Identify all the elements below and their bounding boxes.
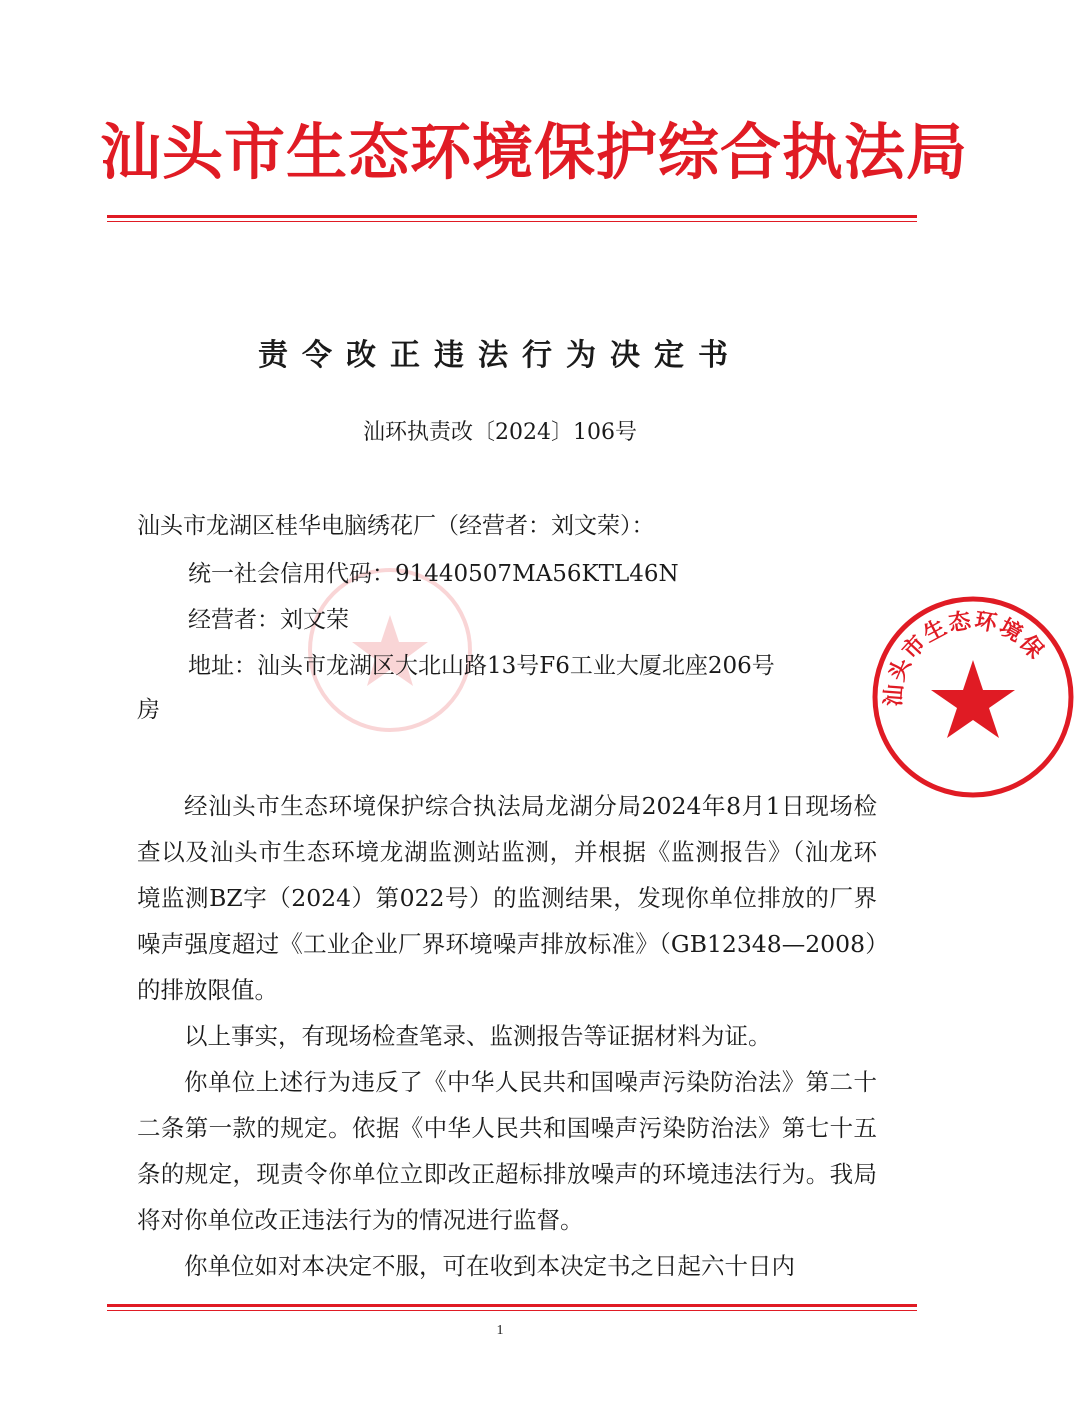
document-number: 汕环执责改〔2024〕106号 <box>363 420 637 445</box>
page-number: 1 <box>496 1323 504 1338</box>
paragraph-findings: 经汕头市生态环境保护综合执法局龙湖分局2024年8月1日现场检查以及汕头市生态环境龙湖监测站监测，并根据《监测报告》（汕龙环境监测BZ字（2024）第022号）的监测结果，发现你单位排放的厂界噪声强度超过《工业企业厂界环境噪声排放标准》（GB12348—2008）的排放限值。 <box>137 792 877 1004</box>
paragraph-evidence: 以上事实，有现场检查笔录、监测报告等证据材料为证。 <box>184 1022 772 1050</box>
footer-rule-thick <box>107 1304 917 1307</box>
recipient-name: 汕头市龙湖区桂华电脑绣花厂（经营者：刘文荣）： <box>137 513 655 539</box>
operator: 经营者：刘文荣 <box>188 607 349 633</box>
address-line-2: 房 <box>137 697 160 723</box>
paragraph-order: 你单位上述行为违反了《中华人民共和国噪声污染防治法》第二十二条第一款的规定。依据《中华人民共和国噪声污染防治法》第七十五条的规定，现责令你单位立即改正超标排放噪声的环境违法行为。我局将对你单位改正违法行为的情况进行监督。 <box>137 1068 877 1234</box>
official-seal <box>868 592 1078 802</box>
credit-code: 统一社会信用代码：91440507MA56KTL46N <box>188 561 679 587</box>
decision-body <box>137 783 877 1289</box>
seal-text: 汕头市生态环境保 <box>881 608 1049 708</box>
paragraph-appeal: 你单位如对本决定不服，可在收到本决定书之日起六十日内 <box>184 1252 795 1280</box>
address-line-1: 地址：汕头市龙湖区大北山路13号F6工业大厦北座206号 <box>188 653 775 679</box>
document-title: 责令改正违法行为决定书 <box>258 338 742 373</box>
org-header-title: 汕头市生态环境保护综合执法局 <box>100 117 969 188</box>
header-rule-thick <box>107 215 917 218</box>
header-rule-thin <box>107 221 917 222</box>
footer-rule-thin <box>107 1310 917 1311</box>
